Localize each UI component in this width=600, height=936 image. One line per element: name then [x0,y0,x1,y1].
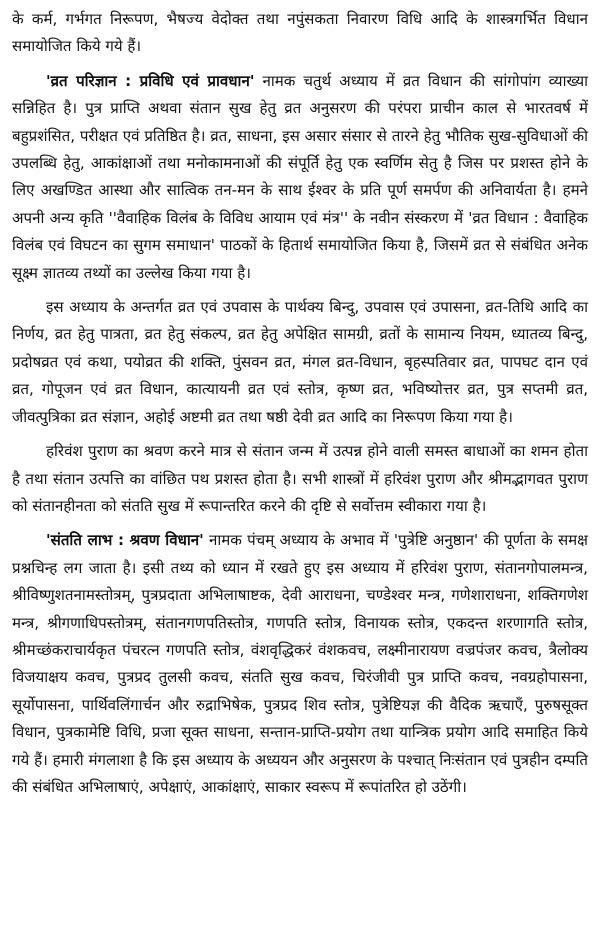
chapter-title-vrat: 'व्रत परिज्ञान : प्रविधि एवं प्रावधान' [46,71,255,90]
paragraph-continuation [12,6,588,61]
paragraph-text: हरिवंश पुराण का श्रवण करने मात्र से संतान जन्म में उत्पन्न होने वाली समस्त बाधाओं का शमन होता है तथा संतान उत्पत्ति का वांछित पथ प्रशस्त होता है। सभी शास्त्रों में हरिवंश पुराण और श्रीमद्भागवत पुराण को संतानहीनता को संतति सुख में रूपान्तरित करने की दृष्टि से सर्वोत्तम स्वीकारा गया है। [12,442,588,515]
paragraph-text: के कर्म, गर्भगत निरूपण, भैषज्य वेदोक्त तथा नपुंसकता निवारण विधि आदि के शास्त्रगर्भित विधान समायोजित किये गये हैं। [12,10,588,56]
paragraph-santati-chapter [12,527,588,801]
paragraph-text: इस अध्याय के अन्तर्गत व्रत एवं उपवास के पार्थक्य बिन्दु, उपवास एवं उपासना, व्रत-तिथि आदि का निर्णय, व्रत हेतु पात्रता, व्रत हेतु संकल्प, व्रत हेतु अपेक्षित सामग्री, व्रतों के सामान्य नियम, ध्यातव्य बिन्दु, प्रदोषव्रत एवं कथा, पयोव्रत की शक्ति, पुंसवन व्रत, मंगल व्रत-विधान, बृहस्पतिवार व्रत, पापघट दान एवं व्रत, गोपूजन एवं व्रत विधान, कात्यायनी व्रत एवं स्तोत्र, कृष्ण व्रत, भविष्योत्तर व्रत, पुत्र सप्तमी व्रत, जीवत्पुत्रिका व्रत संज्ञान, अहोई अष्टमी व्रत तथा षष्ठी देवी व्रत आदि का निरूपण किया गया है। [12,298,588,426]
paragraph-vrat-chapter [12,68,588,287]
paragraph-text: नामक चतुर्थ अध्याय में व्रत विधान की सांगोपांग व्याख्या सन्निहित है। पुत्र प्राप्ति अथवा संतान सुख हेतु व्रत अनुसरण की परंपरा प्राचीन काल से भारतवर्ष में बहुप्रशंसित, परीक्षत एवं प्रतिष्ठित है। व्रत, साधना, इस असार संसार से तारने हेतु भौतिक सुख-सुविधाओं की उपलब्धि हेतु, आकांक्षाओं तथा मनोकामनाओं की संपूर्ति हेतु एक स्वर्णिम सेतु है जिस पर प्रशस्त होने के लिए अखण्डित आस्था और सात्विक तन-मन के साथ ईश्वर के प्रति पूर्ण समर्पण की अनिवार्यता है। हमने अपनी अन्य कृति ''वैवाहिक विलंब के विविध आयाम एवं मंत्र'' के नवीन संस्करण में 'व्रत विधान : वैवाहिक विलंब एवं विघटन का सुगम समाधान' पाठकों के हितार्थ समायोजित किया है, जिसमें व्रत से संबंधित अनेक सूक्ष्म ज्ञातव्य तथ्यों का उल्लेख किया गया है। [12,71,588,282]
chapter-title-santati: 'संतति लाभ : श्रवण विधान' [46,531,204,550]
paragraph-text: नामक पंचम् अध्याय के अभाव में 'पुत्रेष्टि अनुष्ठान' की पूर्णता के समक्ष प्रश्नचिन्ह लग जाता है। इसी तथ्य को ध्यान में रखते हुए इस अध्याय में हरिवंश पुराण, संतानगोपालमन्त्र, श्रीविष्णुशतनामस्तोत्रम्, पुत्रप्रदाता अभिलाषाष्टक, देवी आराधना, चण्डेश्वर मन्त्र, गणेशाराधना, शक्तिगणेश मन्त्र, श्रीगणाधिपस्तोत्रम्, संतानगणपतिस्तोत्र, गणपति स्तोत्र, विनायक स्तोत्र, एकदन्त शरणागति स्तोत्र, श्रीमच्छंकराचार्यकृत पंचरत्न गणपति स्तोत्र, वंशवृद्धिकरं वंशकवच, लक्ष्मीनारायण वज्रपंजर कवच, त्रैलोक्य विजयाक्षय कवच, पुत्रप्रद तुलसी कवच, संतति सुख कवच, चिरंजीवी पुत्र प्राप्ति कवच, नवग्रहोपासना, सूर्योपासना, पार्थिवलिंगार्चन और रुद्राभिषेक, पुत्रप्रद शिव स्तोत्र, पुत्रेष्टियज्ञ की वैदिक ऋचाएँ, पुरुषसूक्त विधान, पुत्रकामेष्टि विधि, प्रजा सूक्त साधना, सन्तान-प्राप्ति-प्रयोग तथा यान्त्रिक प्रयोग आदि समाहित किये गये हैं। हमारी मंगलाशा है कि इस अध्याय के अध्ययन और अनुसरण के पश्चात् निःसंतान एवं पुत्रहीन दम्पति की संबंधित अभिलाषाएं, अपेक्षाएं, आकांक्षाएं, साकार स्वरूप में रूपांतरित हो उठेंगी। [12,531,588,796]
paragraph-vrat-contents [12,294,588,431]
paragraph-harivansh [12,438,588,520]
